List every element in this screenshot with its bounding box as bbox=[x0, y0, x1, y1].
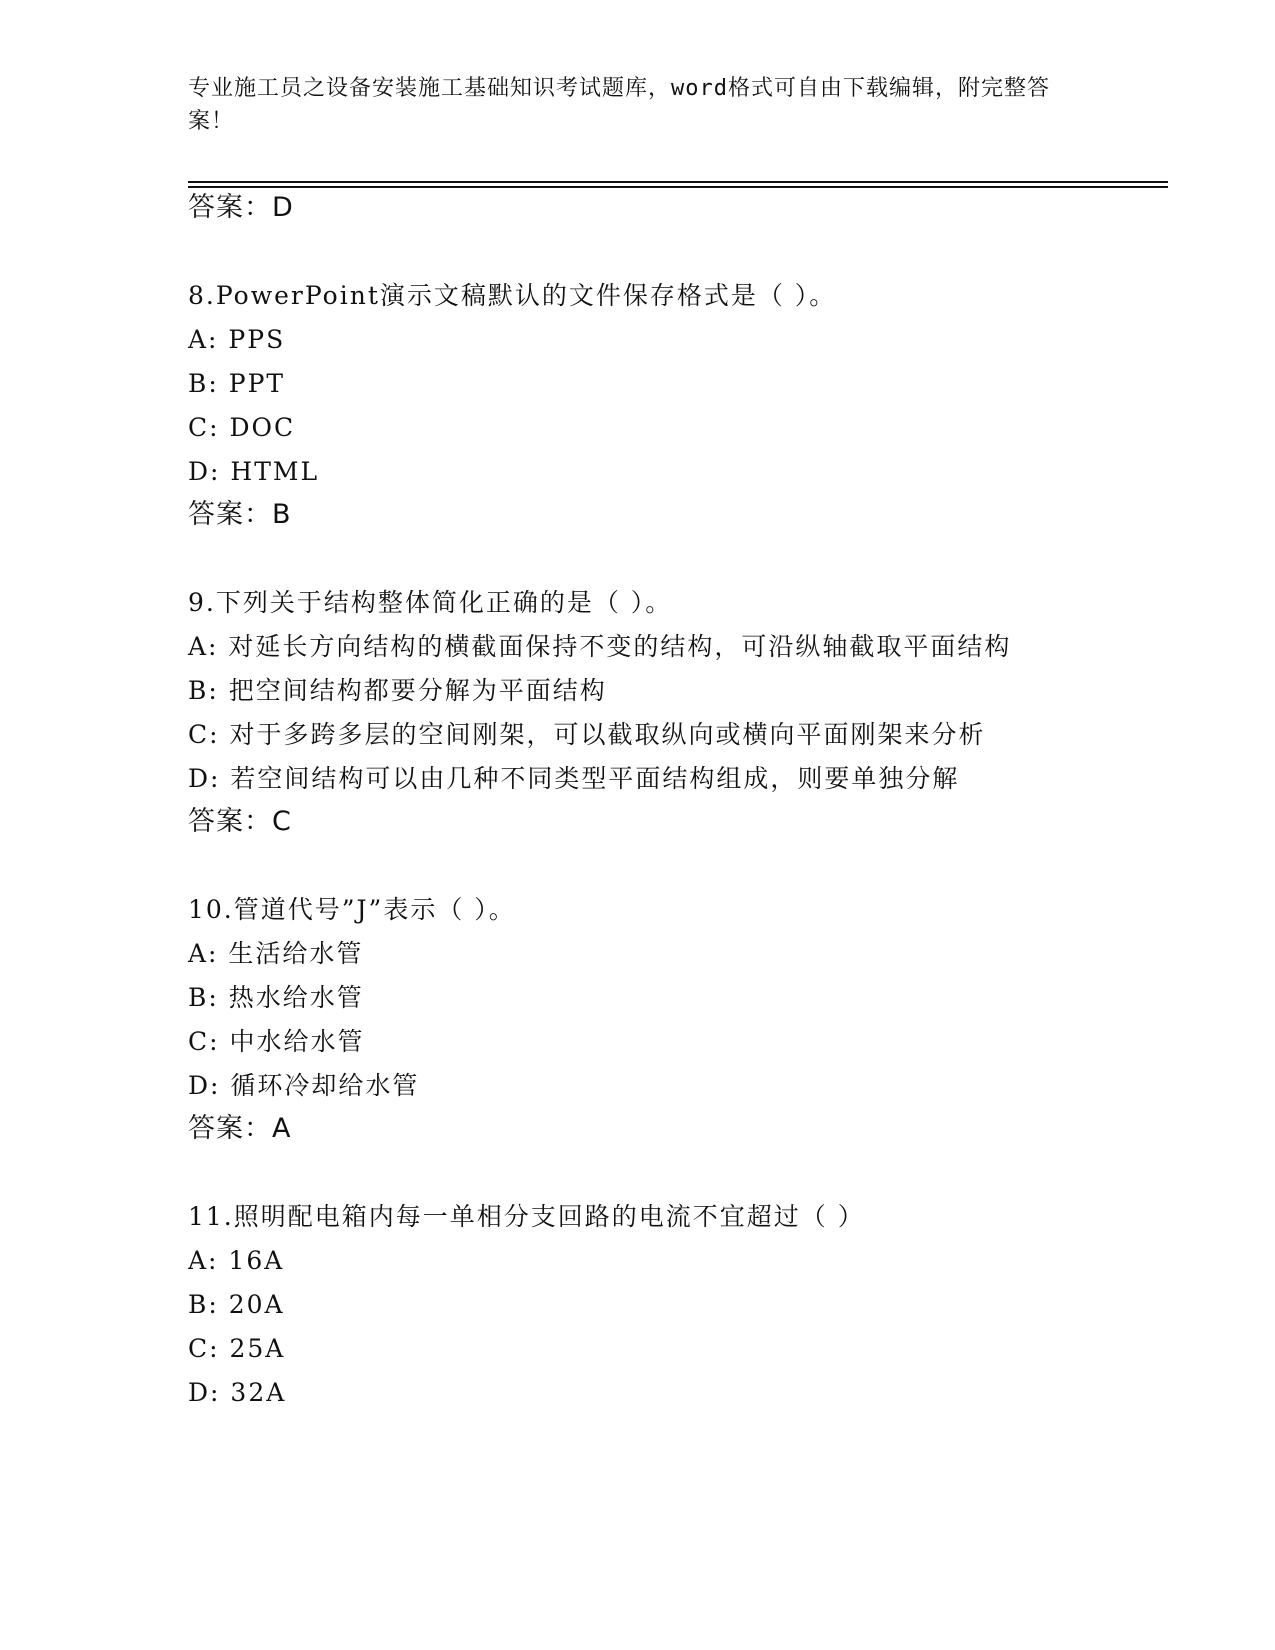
option-c: C: 对于多跨多层的空间刚架，可以截取纵向或横向平面刚架来分析 bbox=[188, 720, 986, 749]
answer-line: 答案：C bbox=[188, 806, 292, 837]
question-text: 8.PowerPoint演示文稿默认的文件保存格式是（ ）。 bbox=[188, 281, 837, 310]
question-text: 11.照明配电箱内每一单相分支回路的电流不宜超过（ ） bbox=[188, 1202, 865, 1231]
header-rule-top bbox=[188, 181, 1168, 183]
option-b: B: 把空间结构都要分解为平面结构 bbox=[188, 676, 607, 705]
option-d: D: 循环冷却给水管 bbox=[188, 1071, 420, 1100]
option-d: D: 若空间结构可以由几种不同类型平面结构组成，则要单独分解 bbox=[188, 764, 960, 793]
answer-line: 答案：A bbox=[188, 1113, 292, 1144]
option-a: A: PPS bbox=[188, 325, 286, 354]
option-c: C: DOC bbox=[188, 413, 296, 442]
option-b: B: PPT bbox=[188, 369, 286, 398]
header-rule-bottom bbox=[188, 186, 1168, 188]
option-a: A: 生活给水管 bbox=[188, 939, 364, 968]
answer-line: 答案：B bbox=[188, 499, 292, 530]
option-c: C: 中水给水管 bbox=[188, 1027, 365, 1056]
option-a: A: 对延长方向结构的横截面保持不变的结构，可沿纵轴截取平面结构 bbox=[188, 632, 1012, 661]
option-a: A: 16A bbox=[188, 1246, 285, 1275]
option-b: B: 20A bbox=[188, 1290, 285, 1319]
answer-line: 答案：D bbox=[188, 192, 294, 223]
option-b: B: 热水给水管 bbox=[188, 983, 364, 1012]
question-text: 9.下列关于结构整体简化正确的是（ ）。 bbox=[188, 588, 673, 617]
option-c: C: 25A bbox=[188, 1334, 286, 1363]
option-d: D: HTML bbox=[188, 457, 320, 486]
option-d: D: 32A bbox=[188, 1378, 287, 1407]
document-header: 专业施工员之设备安装施工基础知识考试题库，word格式可自由下载编辑，附完整答案！ bbox=[188, 76, 1050, 134]
question-text: 10.管道代号”J”表示（ ）。 bbox=[188, 895, 516, 924]
